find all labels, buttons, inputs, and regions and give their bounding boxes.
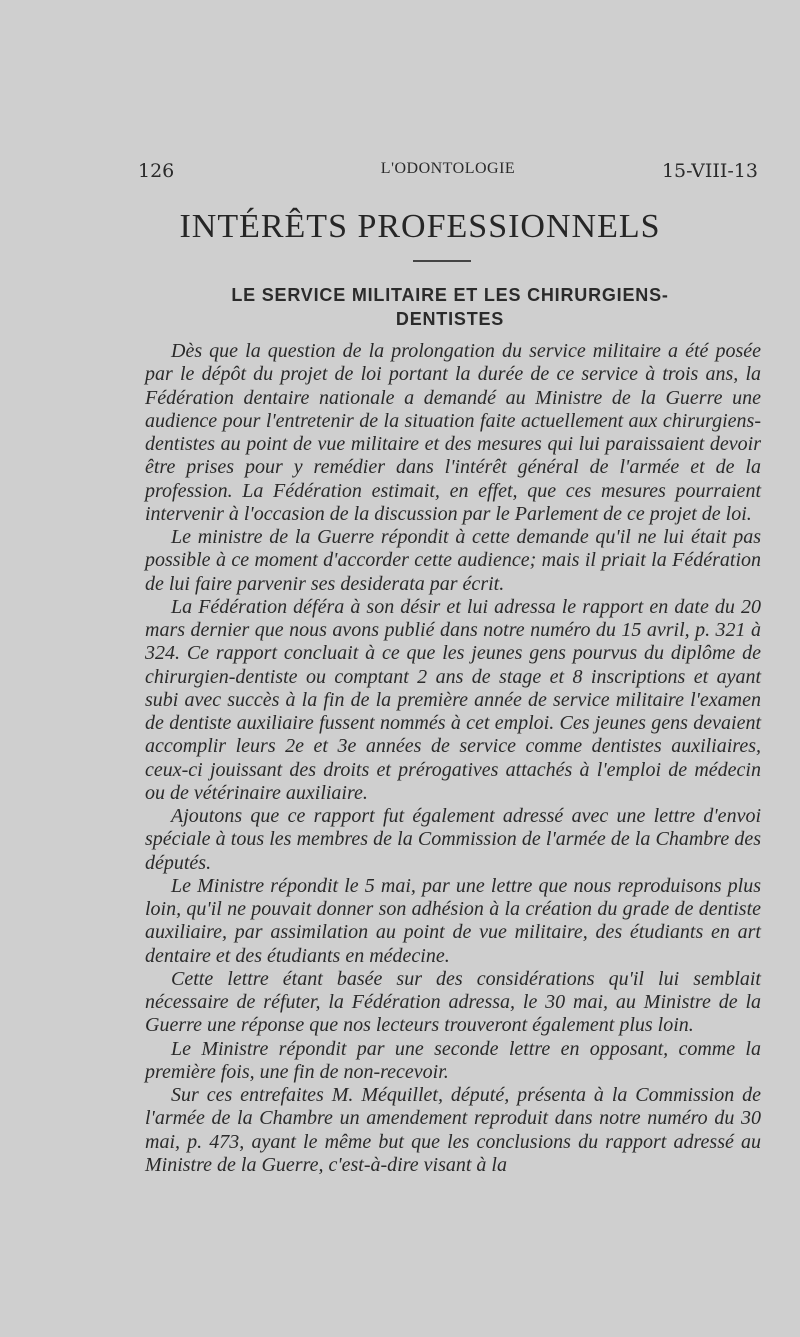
paragraph: Le Ministre répondit par une seconde lettre en opposant, comme la première fois, une fin de non-recevoir.	[145, 1037, 761, 1083]
paragraph: Sur ces entrefaites M. Méquillet, député, présenta à la Commission de l'armée de la Chambre un amendement reproduit dans notre numéro du 30 mai, p. 473, ayant le même but que les conclusions du rapport adressé au Ministre de la Guerre, c'est-à-dire visant à la	[145, 1084, 761, 1176]
article-title-line-2: DENTISTES	[395, 309, 505, 329]
issue-date: 15-VIII-13	[661, 160, 758, 182]
paragraph: Le ministre de la Guerre répondit à cette demande qu'il ne lui était pas possible à ce moment d'accorder cette audience; mais il priait la Fédération de lui faire parvenir ses desiderata par écrit.	[145, 526, 761, 595]
section-title: INTÉRÊTS PROFESSIONNELS	[179, 208, 661, 245]
running-head	[138, 160, 758, 188]
paragraph: Dès que la question de la prolongation du service militaire a été posée par le dépôt du projet de loi portant la durée de ce service à trois ans, la Fédération dentaire nationale a demandé au Ministre de la Guerre une audience pour l'entretenir de la situation faite actuellement aux chirurgiens-dentistes au point de vue militaire et des mesures qui lui paraissaient devoir être prises pour y remédier dans l'intérêt général de l'armée et de la profession. La Fédération estimait, en effet, que ces mesures pourraient intervenir à l'occasion de la discussion par le Parlement de ce projet de loi.	[145, 340, 761, 525]
paragraph: Ajoutons que ce rapport fut également adressé avec une lettre d'envoi spéciale à tous les membres de la Commission de l'armée de la Chambre des députés.	[145, 805, 761, 874]
paragraph: Le Ministre répondit le 5 mai, par une lettre que nous reproduisons plus loin, qu'il ne pouvait donner son adhésion à la création du grade de dentiste auxiliaire, par assimilation au point de vue militaire, des étudiants en art dentaire et des étudiants en médecine.	[145, 874, 761, 967]
journal-name: L'ODONTOLOGIE	[380, 160, 516, 177]
page-number: 126	[138, 160, 175, 182]
article-title	[140, 283, 760, 331]
article-title-line-1: LE SERVICE MILITAIRE ET LES CHIRURGIENS-	[231, 285, 669, 305]
article-body	[145, 340, 761, 1177]
paragraph: Cette lettre étant basée sur des considérations qu'il lui semblait nécessaire de réfuter, la Fédération adressa, le 30 mai, au Ministre de la Guerre une réponse que nos lecteurs trouveront également plus loin.	[145, 967, 761, 1037]
title-divider	[413, 260, 471, 262]
paragraph: La Fédération déféra à son désir et lui adressa le rapport en date du 20 mars dernier que nous avons publié dans notre numéro du 15 avril, p. 321 à 324. Ce rapport concluait à ce que les jeunes gens pourvus du diplôme de chirurgien-dentiste ou comptant 2 ans de stage et 8 inscriptions et ayant subi avec succès à la fin de la première année de service militaire l'examen de dentiste auxiliaire fussent nommés à cet emploi. Ces jeunes gens devaient accomplir leurs 2e et 3e années de service comme dentistes auxiliaires, ceux-ci jouissant des droits et prérogatives attachés à l'emploi de médecin ou de vétérinaire auxiliaire.	[145, 595, 761, 804]
